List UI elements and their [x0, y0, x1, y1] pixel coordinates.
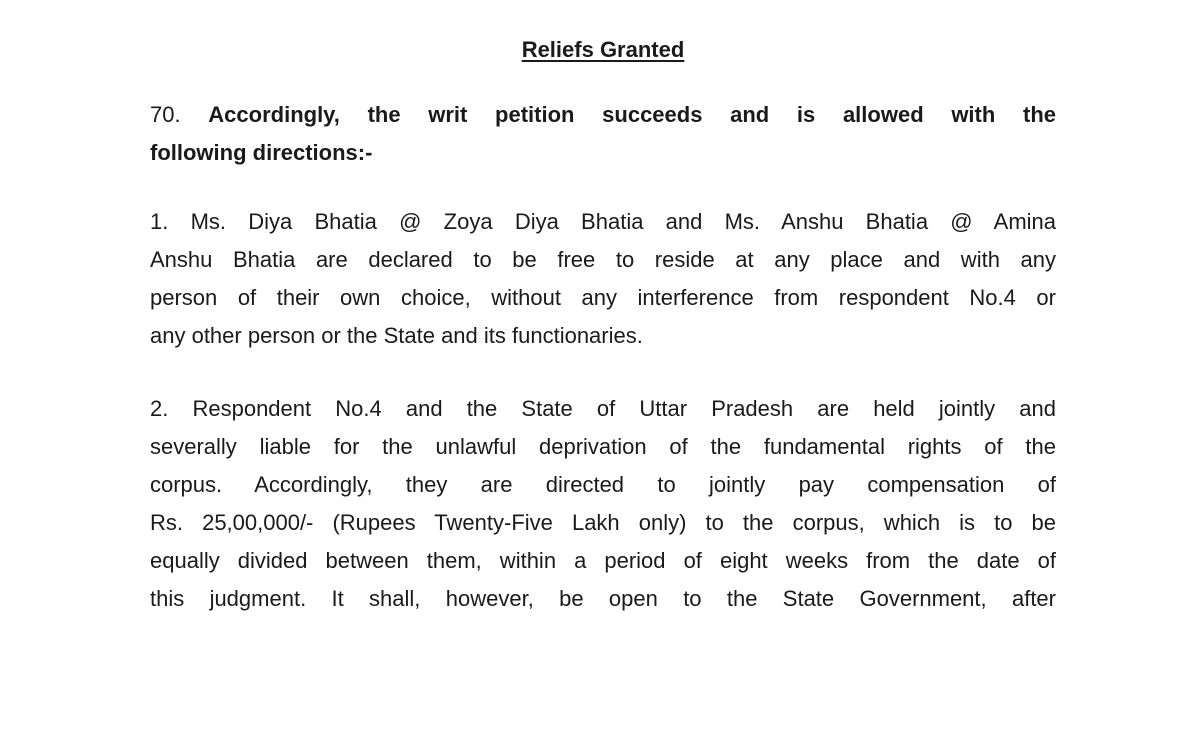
paragraph-line: any other person or the State and its functionaries. [150, 323, 643, 348]
paragraph-line: Anshu Bhatia are declared to be free to reside at any place and with any [150, 247, 1056, 272]
paragraph-line: this judgment. It shall, however, be open to the State Government, after [150, 586, 1056, 611]
paragraph-70 [150, 96, 1056, 172]
paragraph-line: Rs. 25,00,000/- (Rupees Twenty-Five Lakh only) to the corpus, which is to be [150, 510, 1056, 535]
paragraph-line: equally divided between them, within a period of eight weeks from the date of [150, 548, 1056, 573]
paragraph-line: 1. Ms. Diya Bhatia @ Zoya Diya Bhatia and Ms. Anshu Bhatia @ Amina [150, 209, 1056, 234]
paragraph-line [150, 134, 1056, 172]
section-heading: Reliefs Granted [521, 37, 685, 62]
paragraph-line: person of their own choice, without any interference from respondent No.4 or [150, 285, 1056, 310]
paragraph-line [150, 96, 1056, 134]
direction-2 [150, 390, 1056, 618]
paragraph-line: corpus. Accordingly, they are directed to jointly pay compensation of [150, 472, 1056, 497]
paragraph-number: 70. [150, 102, 181, 127]
direction-1 [150, 203, 1056, 355]
paragraph-line: 2. Respondent No.4 and the State of Uttar Pradesh are held jointly and [150, 396, 1056, 421]
paragraph-bold-text: Accordingly, the writ petition succeeds and is allowed with the [208, 102, 1056, 127]
paragraph-bold-text: following directions:- [150, 140, 373, 165]
paragraph-line: severally liable for the unlawful deprivation of the fundamental rights of the [150, 434, 1056, 459]
document-page [150, 0, 1056, 750]
